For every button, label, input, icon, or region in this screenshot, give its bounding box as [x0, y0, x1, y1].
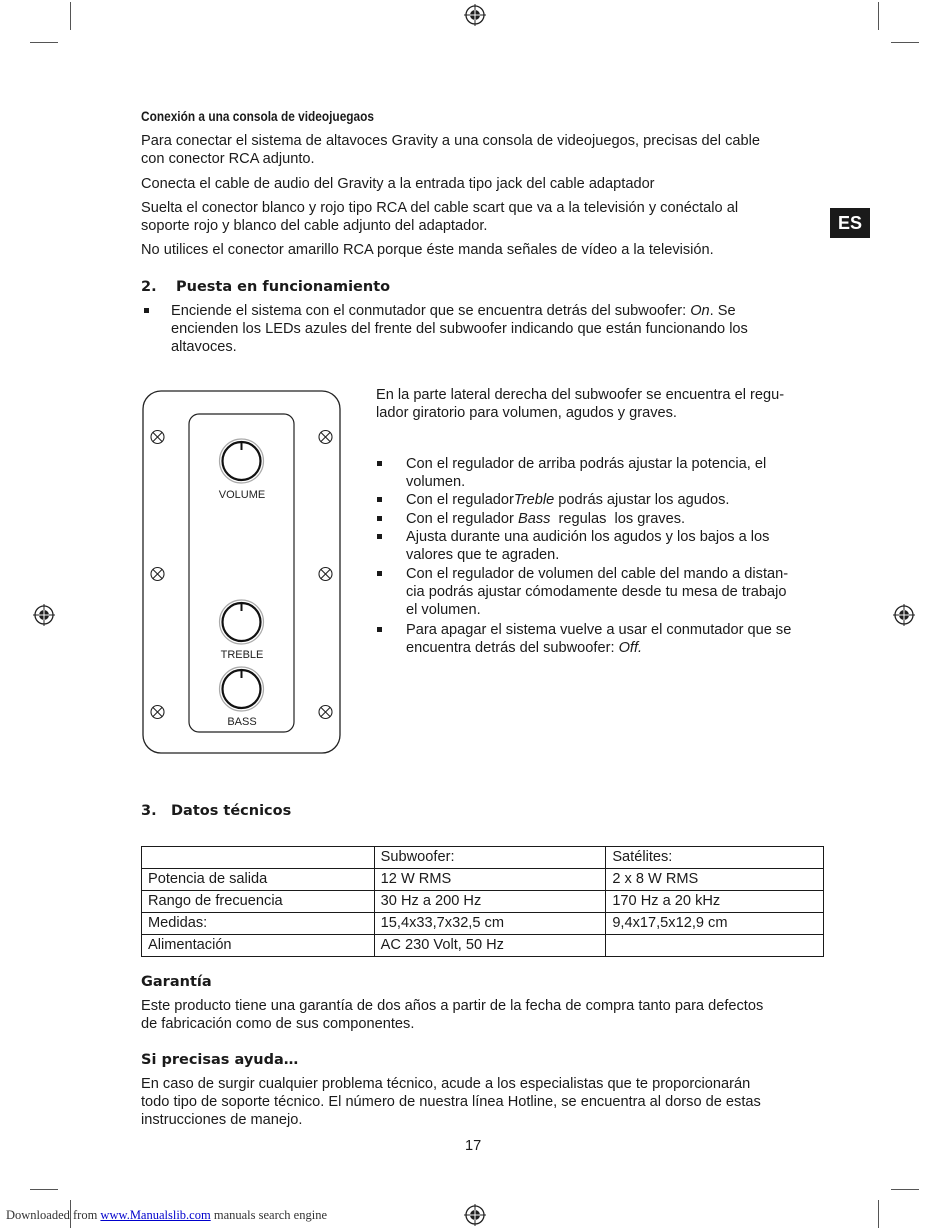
warranty-title: Garantía: [141, 974, 212, 990]
crop-mark: [30, 1189, 58, 1190]
table-cell: 12 W RMS: [374, 869, 606, 891]
treble-label: TREBLE: [220, 649, 264, 661]
text-line: todo tipo de soporte técnico. El número de nuestra línea Hotline, se encuentra al dorso de estas: [141, 1094, 761, 1110]
section-heading-connection: Conexión a una consola de videojuegaos: [141, 109, 375, 124]
text-line: Para conectar el sistema de altavoces Gravity a una consola de videojuegos, precisas del cable: [141, 133, 760, 149]
help-title: Si precisas ayuda…: [141, 1052, 299, 1068]
manualslib-link[interactable]: www.Manualslib.com: [100, 1208, 211, 1222]
text-line: Suelta el conector blanco y rojo tipo RCA del cable scart que va a la televisión y conéctalo al: [141, 200, 739, 216]
crop-mark: [878, 1200, 879, 1228]
table-cell: 30 Hz a 200 Hz: [374, 891, 606, 913]
bullet-icon: [377, 497, 382, 502]
text-line: cia podrás ajustar cómodamente desde tu mesa de trabajo: [406, 584, 787, 600]
paragraph: [141, 175, 655, 193]
text-line: Este producto tiene una garantía de dos años a partir de la fecha de compra tanto para defectos: [141, 998, 764, 1014]
table-cell: Medidas:: [142, 913, 375, 935]
table-row: [142, 869, 824, 891]
text-line: Conecta el cable de audio del Gravity a la entrada tipo jack del cable adaptador: [141, 176, 655, 192]
table-header-row: [142, 847, 824, 869]
registration-mark-icon: [893, 604, 915, 626]
section-title: Puesta en funcionamiento: [176, 279, 391, 295]
registration-mark-icon: [464, 4, 486, 26]
treble-knob-icon: [220, 600, 264, 644]
text-line: soporte rojo y blanco del cable adjunto del adaptador.: [141, 218, 488, 234]
table-cell: 15,4x33,7x32,5 cm: [374, 913, 606, 935]
text-line: valores que te agraden.: [406, 547, 560, 563]
bullet-paragraph: [406, 510, 685, 528]
bullet-paragraph: [406, 621, 791, 657]
page-number: 17: [465, 1138, 482, 1154]
text-fragment: . Se: [709, 303, 736, 319]
crop-mark: [878, 2, 879, 30]
technical-data-table: [141, 846, 824, 957]
table-cell: [142, 847, 375, 869]
registration-mark-icon: [33, 604, 55, 626]
text-line: En caso de surgir cualquier problema técnico, acude a los especialistas que te proporcionarán: [141, 1076, 751, 1092]
bullet-icon: [377, 516, 382, 521]
table-cell: Alimentación: [142, 935, 375, 957]
subwoofer-control-panel-diagram: [140, 388, 344, 758]
bullet-paragraph: [406, 455, 766, 491]
table-row: [142, 891, 824, 913]
text-line: En la parte lateral derecha del subwoofer se encuentra el regu-: [376, 387, 785, 403]
registration-mark-icon: [464, 1204, 486, 1226]
text-fragment: podrás ajustar los agudos.: [554, 492, 730, 508]
section-number: 2.: [141, 279, 157, 295]
emphasis: On: [690, 303, 710, 319]
section-title: Datos técnicos: [171, 803, 292, 819]
text-line: Con el regulador de arriba podrás ajustar la potencia, el: [406, 456, 767, 472]
bullet-icon: [377, 461, 382, 466]
bullet-paragraph: [171, 302, 748, 356]
download-footer: [6, 1208, 327, 1223]
paragraph: [141, 199, 738, 235]
footer-suffix: manuals search engine: [210, 1208, 327, 1222]
bullet-paragraph: [406, 565, 788, 619]
table-cell: Potencia de salida: [142, 869, 375, 891]
paragraph: [141, 241, 714, 259]
help-paragraph: [141, 1075, 761, 1129]
bullet-icon: [377, 627, 382, 632]
text-line: Enciende el sistema con el conmutador que se encuentra detrás del subwoofer:: [171, 303, 691, 319]
footer-prefix: Downloaded from: [6, 1208, 101, 1222]
text-fragment: Con el regulador: [406, 511, 518, 527]
table-cell: [606, 935, 824, 957]
table-cell: Subwoofer:: [374, 847, 606, 869]
bullet-paragraph: [406, 491, 729, 509]
crop-mark: [30, 42, 58, 43]
crop-mark: [891, 1189, 919, 1190]
table-cell: 9,4x17,5x12,9 cm: [606, 913, 824, 935]
bullet-paragraph: [406, 528, 769, 564]
bullet-icon: [377, 571, 382, 576]
warranty-paragraph: [141, 997, 763, 1033]
bullet-icon: [144, 308, 149, 313]
text-line: instrucciones de manejo.: [141, 1112, 303, 1128]
volume-knob-icon: [220, 439, 264, 483]
text-line: de fabricación como de sus componentes.: [141, 1016, 415, 1032]
language-tab: ES: [830, 208, 870, 238]
text-fragment: Con el regulador: [406, 492, 514, 508]
text-line: Para apagar el sistema vuelve a usar el conmutador que se: [406, 622, 792, 638]
bass-knob-icon: [220, 667, 264, 711]
emphasis: Off.: [618, 640, 643, 656]
table-cell: AC 230 Volt, 50 Hz: [374, 935, 606, 957]
text-line: No utilices el conector amarillo RCA porque éste manda señales de vídeo a la televisión.: [141, 242, 714, 258]
table-cell: 2 x 8 W RMS: [606, 869, 824, 891]
table-cell: Satélites:: [606, 847, 824, 869]
table-cell: Rango de frecuencia: [142, 891, 375, 913]
text-line: altavoces.: [171, 339, 237, 355]
text-fragment: encuentra detrás del subwoofer:: [406, 640, 619, 656]
emphasis: Treble: [513, 492, 555, 508]
bass-label: BASS: [227, 716, 257, 728]
regulator-intro: [376, 386, 784, 422]
paragraph: [141, 132, 760, 168]
crop-mark: [70, 2, 71, 30]
section-number: 3.: [141, 803, 157, 819]
text-line: volumen.: [406, 474, 466, 490]
text-line: el volumen.: [406, 602, 481, 618]
table-cell: 170 Hz a 20 kHz: [606, 891, 824, 913]
text-line: Ajusta durante una audición los agudos y los bajos a los: [406, 529, 770, 545]
text-line: con conector RCA adjunto.: [141, 151, 315, 167]
volume-label: VOLUME: [218, 489, 266, 501]
text-line: Con el regulador de volumen del cable del mando a distan-: [406, 566, 789, 582]
table-row: [142, 935, 824, 957]
text-line: encienden los LEDs azules del frente del subwoofer indicando que están funcionando los: [171, 321, 748, 337]
text-fragment: regulas los graves.: [550, 511, 686, 527]
text-line: lador giratorio para volumen, agudos y graves.: [376, 405, 677, 421]
crop-mark: [891, 42, 919, 43]
emphasis: Bass: [517, 511, 551, 527]
bullet-icon: [377, 534, 382, 539]
table-row: [142, 913, 824, 935]
